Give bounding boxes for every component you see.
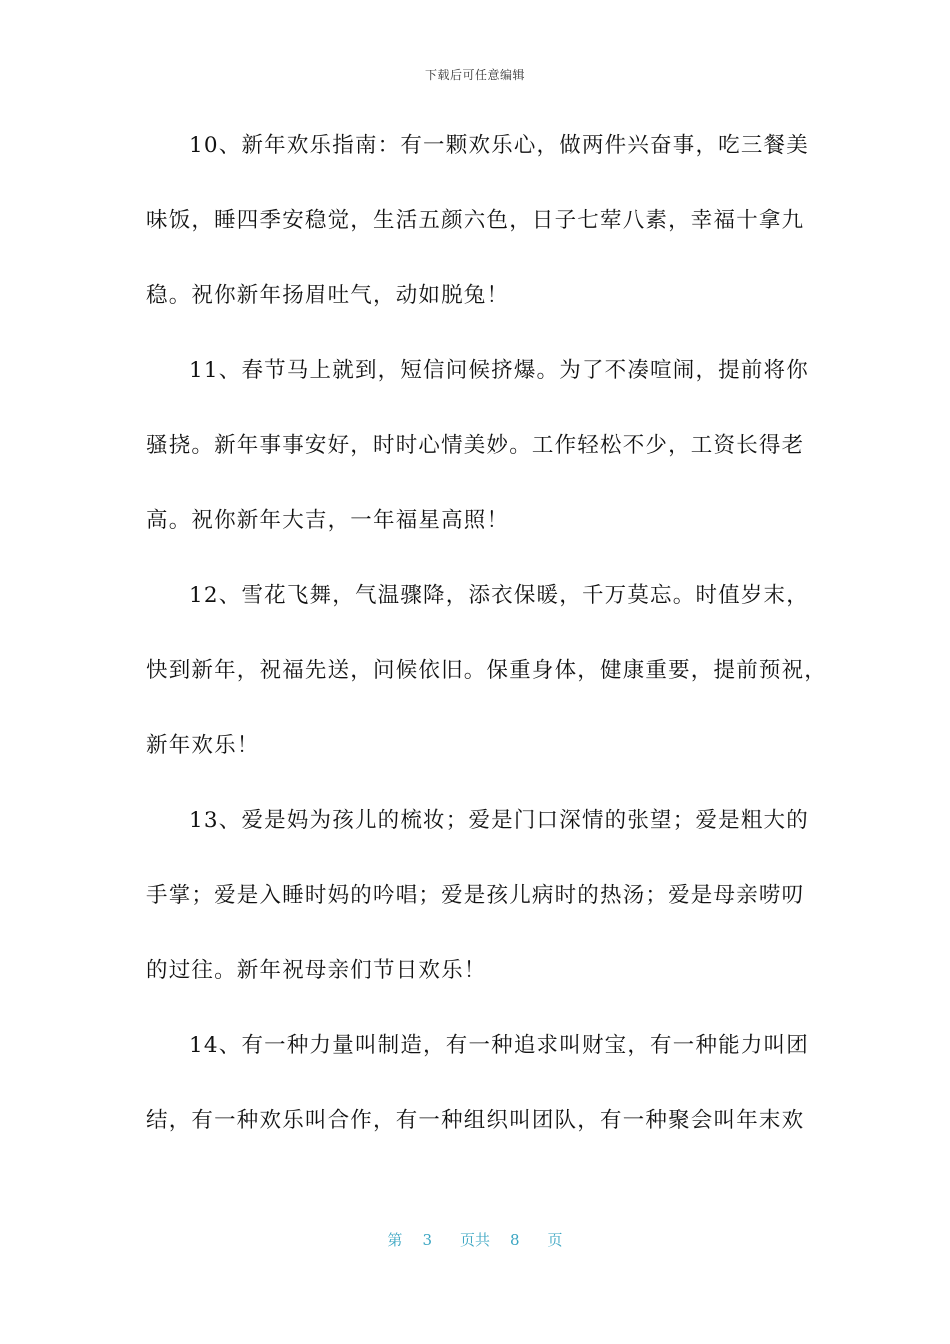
paragraph-13 <box>146 803 809 1028</box>
paragraph-line: 高。祝你新年大吉，一年福星高照！ <box>146 508 510 533</box>
paragraph-12 <box>146 578 828 803</box>
paragraph-14 <box>146 1028 809 1178</box>
paragraph-11 <box>146 353 809 578</box>
page-header: 下载后可任意编辑 <box>424 68 525 82</box>
paragraph-line: 10、新年欢乐指南：有一颗欢乐心，做两件兴奋事，吃三餐美 <box>189 133 809 158</box>
paragraph-line: 14、有一种力量叫制造，有一种追求叫财宝，有一种能力叫团 <box>189 1033 809 1058</box>
footer-total-pages: 8 <box>510 1231 520 1249</box>
page-footer <box>0 1229 950 1250</box>
paragraph-10 <box>146 128 809 353</box>
paragraph-line: 稳。祝你新年扬眉吐气，动如脱兔！ <box>146 283 510 308</box>
paragraph-line: 13、爱是妈为孩儿的梳妆；爱是门口深情的张望；爱是粗大的 <box>189 808 809 833</box>
paragraph-line: 手掌；爱是入睡时妈的吟唱；爱是孩儿病时的热汤；爱是母亲唠叨 <box>146 883 805 908</box>
paragraph-line: 结，有一种欢乐叫合作，有一种组织叫团队，有一种聚会叫年末欢 <box>146 1108 805 1133</box>
paragraph-line: 的过往。新年祝母亲们节日欢乐！ <box>146 958 487 983</box>
paragraph-line: 12、雪花飞舞，气温骤降，添衣保暖，千万莫忘。时值岁末， <box>189 583 809 608</box>
paragraph-line: 新年欢乐！ <box>146 733 260 758</box>
document-body <box>146 128 828 1178</box>
footer-prefix: 第 <box>387 1231 403 1249</box>
footer-middle: 页共 <box>459 1231 490 1249</box>
footer-suffix: 页 <box>547 1231 563 1249</box>
footer-current-page: 3 <box>422 1231 432 1249</box>
paragraph-line: 11、春节马上就到，短信问候挤爆。为了不凑喧闹，提前将你 <box>189 358 809 383</box>
paragraph-line: 快到新年，祝福先送，问候依旧。保重身体，健康重要，提前预祝， <box>146 658 828 683</box>
paragraph-line: 味饭，睡四季安稳觉，生活五颜六色，日子七荤八素，幸福十拿九 <box>146 208 805 233</box>
paragraph-line: 骚挠。新年事事安好，时时心情美妙。工作轻松不少，工资长得老 <box>146 433 805 458</box>
